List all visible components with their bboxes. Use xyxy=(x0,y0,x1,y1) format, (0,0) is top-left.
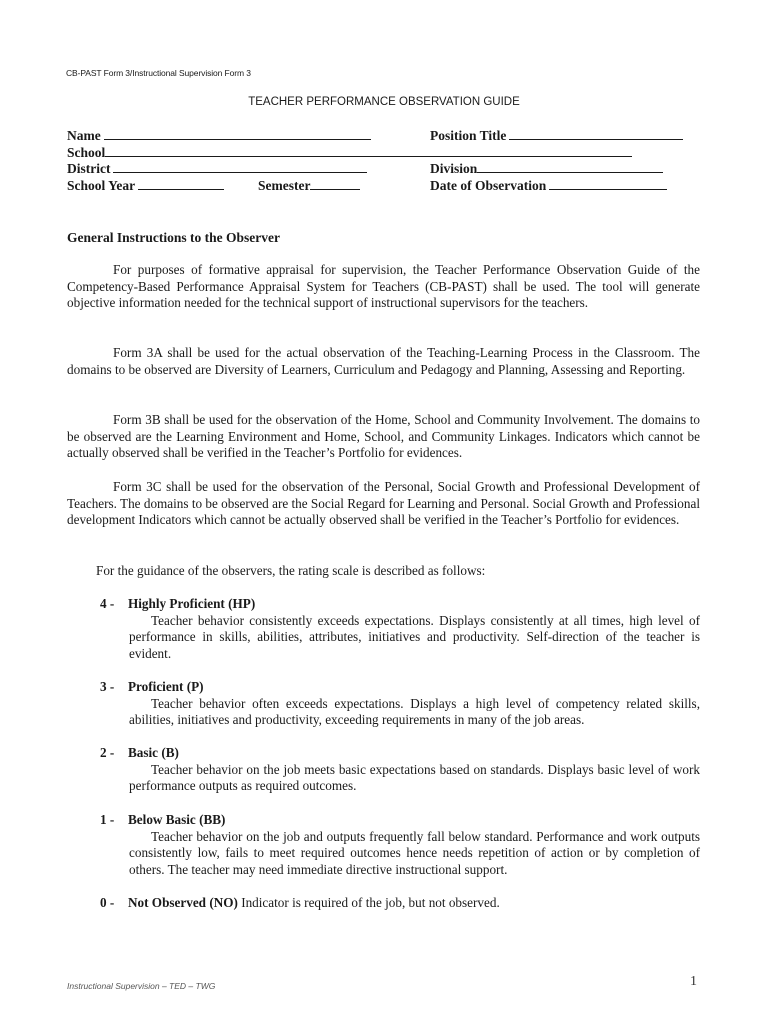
school-field xyxy=(67,145,632,161)
position-title-line xyxy=(509,128,683,140)
rating-title: Highly Proficient (HP) xyxy=(128,596,256,611)
district-label: District xyxy=(67,161,111,176)
rating-description: Teacher behavior on the job meets basic expectations based on standards. Displays basic level of work performance outputs as required outcomes. xyxy=(129,761,700,794)
form-code: CB-PAST Form 3/Instructional Supervision Form 3 xyxy=(66,68,251,78)
rating-title: Basic (B) xyxy=(128,745,179,760)
name-label: Name xyxy=(67,128,101,143)
rating-item-1 xyxy=(100,812,700,878)
date-of-observation-label: Date of Observation xyxy=(430,178,547,193)
rating-title: Below Basic (BB) xyxy=(128,812,226,827)
document-title: TEACHER PERFORMANCE OBSERVATION GUIDE xyxy=(248,96,520,108)
school-year-label: School Year xyxy=(67,178,136,193)
rating-title: Not Observed (NO) xyxy=(128,895,238,910)
district-line xyxy=(113,161,367,173)
instruction-paragraph: Form 3A shall be used for the actual observation of the Teaching-Learning Process in the Classroom. The domains to be observed are Diversity of Learners, Curriculum and Pedagogy and Planning, Assessing and Reporting. xyxy=(67,345,700,377)
school-label: School xyxy=(67,145,106,160)
rating-number: 2 - xyxy=(100,745,115,760)
instruction-paragraph: Form 3B shall be used for the observation of the Home, School and Community Involvement. The domains to be observed are the Learning Environment and Home, School, and Community Linkages. Indicators which cannot be actually observed shall be verified in the Teacher’s Portfolio for evidences. xyxy=(67,412,700,461)
division-label: Division xyxy=(430,161,478,176)
rating-inline-text: Indicator is required of the job, but not observed. xyxy=(237,895,500,910)
position-title-label: Position Title xyxy=(430,128,507,143)
division-field xyxy=(430,161,663,177)
rating-number: 4 - xyxy=(100,596,115,611)
division-line xyxy=(477,161,663,173)
school-year-field xyxy=(67,178,224,194)
rating-item-2 xyxy=(100,745,700,795)
page-number: 1 xyxy=(690,974,697,989)
instruction-paragraph: Form 3C shall be used for the observation of the Personal, Social Growth and Professional Development of Teachers. The domains to be observed are the Social Regard for Learning and Personal. Social Growth and Professional development Indicators which cannot be actually observed shall be verified in the Teacher’s Portfolio for evidences. xyxy=(67,479,700,528)
rating-item-3 xyxy=(100,679,700,729)
school-year-line xyxy=(138,178,224,190)
rating-description: Teacher behavior on the job and outputs frequently fall below standard. Performance and work outputs consistently low, fails to meet required outcomes hence needs repetition of action or by completion of others. The teacher may need immediate directive instructional support. xyxy=(129,828,700,877)
footer-text: Instructional Supervision – TED – TWG xyxy=(67,981,216,991)
rating-number: 0 - xyxy=(100,895,115,910)
school-line xyxy=(105,145,632,157)
semester-field xyxy=(258,178,360,194)
rating-description: Teacher behavior often exceeds expectations. Displays a high level of competency related skills, abilities, initiatives and productivity, exceeding requirements in many of the job areas. xyxy=(129,695,700,728)
semester-label: Semester xyxy=(258,178,311,193)
rating-item-4 xyxy=(100,596,700,662)
semester-line xyxy=(310,178,360,190)
rating-number: 1 - xyxy=(100,812,115,827)
instruction-paragraph: For purposes of formative appraisal for supervision, the Teacher Performance Observation Guide of the Competency-Based Performance Appraisal System for Teachers (CB-PAST) shall be used. The tool will generate objective information needed for the technical support of instructional supervisors for the teachers. xyxy=(67,262,700,311)
rating-number: 3 - xyxy=(100,679,115,694)
scale-intro: For the guidance of the observers, the rating scale is described as follows: xyxy=(96,563,486,578)
instructions-heading: General Instructions to the Observer xyxy=(67,230,280,245)
district-field xyxy=(67,161,367,177)
rating-item-0 xyxy=(100,895,700,912)
name-field xyxy=(67,128,371,144)
name-line xyxy=(104,128,371,140)
position-title-field xyxy=(430,128,683,144)
rating-description: Teacher behavior consistently exceeds expectations. Displays consistently at all times, high level of performance in skills, abilities, attributes, initiatives and productivity. Self-direction of the teacher is evident. xyxy=(129,612,700,661)
date-of-observation-field xyxy=(430,178,667,194)
date-of-observation-line xyxy=(549,178,667,190)
rating-title: Proficient (P) xyxy=(128,679,204,694)
